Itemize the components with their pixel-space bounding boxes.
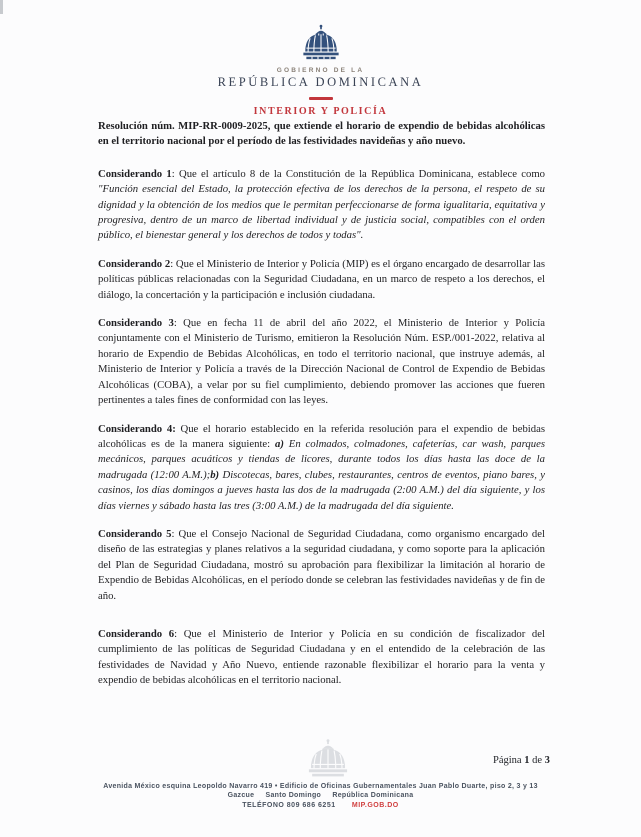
dome-watermark-icon (302, 738, 354, 782)
considerando-3-paragraph: Considerando 3: Que en fecha 11 de abril del año 2022, el Ministerio de Interior y Policía conjuntamente con el Ministerio de Turismo, emitieron la Resolución Núm. ESP./001-2022, relativa al horario de Expendio de Bebidas Alcohólicas, en todo el territorio nacional, que instruye además, al Ministerio de Interior y Policía a través de la Dirección Nacional de Control de Expendio de Bebidas Alcohólicas (COBA), a velar por su fiel cumplimiento, debiendo promover las acciones que fueren pertinentes a tales fines de conformidad con las leyes. (98, 317, 545, 407)
document-title: Resolución núm. MIP-RR-0009-2025, que extiende el horario de expendio de bebidas alcohólicas en el territorio nacional por el período de las festividades navideñas y año nuevo. (98, 120, 545, 148)
ministry-label: INTERIOR Y POLICÍA (253, 105, 388, 117)
footer-contact-line (0, 802, 641, 811)
document-body (98, 119, 545, 702)
government-label: GOBIERNO DE LA (276, 67, 365, 74)
considerando-2-paragraph: Considerando 2: Que el Ministerio de Interior y Policía (MIP) es el órgano encargado de desarrollar las políticas públicas relacionadas con la Seguridad Ciudadana, en un marco de respeto a los derechos, el diálogo, la concertación y la participación e inclusión ciudadana. (98, 257, 545, 301)
red-divider (309, 97, 333, 100)
footer-address-line2: Gazcue Santo Domingo República Dominicana (227, 791, 414, 799)
considerando-1-paragraph: Considerando 1: Que el artículo 8 de la Constitución de la República Dominicana, establece como "Función esencial del Estado, la protección efectiva de los derechos de la persona, el respeto de su dignidad y la obtención de los medios que le permitan perfeccionarse de forma igualitaria, equitativa y progresiva, dentro de un marco de libertad individual y de justicia social, compatibles con el orden público, el bienestar general y los derechos de todos y todas". (98, 167, 545, 242)
considerando-6-paragraph: Considerando 6: Que el Ministerio de Interior y Policía en su condición de fiscalizador del cumplimiento de las políticas de Seguridad Ciudadana y en el entendido de la celebración de las festividades de Navidad y Año Nuevo, entiende razonable flexibilizar el horario para la venta y expendio de bebidas alcohólicas en el territorio nacional. (98, 627, 545, 687)
considerando-5-paragraph: Considerando 5: Que el Consejo Nacional de Seguridad Ciudadana, como organismo encargado del diseño de las estrategias y planes relativos a la seguridad ciudadana, y como soporte para la aplicación del Plan de Seguridad Ciudadana, mostró su aprobación para flexibilizar la limitación al horario de Expendio de Bebidas Alcohólicas, en el período donde se celebran las festividades navideñas y de fin de año. (98, 527, 545, 602)
page-indicator: Página 1 de 3 (493, 755, 550, 766)
footer-website-link[interactable]: MIP.GOB.DO (351, 801, 399, 809)
footer-address-line1: Avenida México esquina Leopoldo Navarro 419 • Edificio de Oficinas Gubernamentales Juan Pablo Duarte, piso 2, 3 y 13 (103, 783, 538, 790)
dome-icon (297, 24, 345, 64)
letterhead (0, 24, 641, 117)
country-label: REPÚBLICA DOMINICANA (217, 75, 424, 89)
scan-artifact (0, 0, 3, 14)
footer-address-block (0, 783, 641, 810)
considerando-4-paragraph: Considerando 4: Que el horario establecido en la referida resolución para el expendio de bebidas alcohólicas es de la manera siguiente: a) En colmados, colmadones, cafeterías, car wash, parques mecánicos, parques acuáticos y tiendas de licores, durante todos los días hasta las doce de la madrugada (12:00 A.M.);b) Discotecas, bares, clubes, restaurantes, centros de eventos, piano bares, y casinos, los días domingos a jueves hasta las dos de la madrugada (2:00 A.M.) del día siguiente, y los días viernes y sábado hasta las tres (3:00 A.M.) de la madrugada del día siguiente. (98, 422, 546, 512)
footer-phone: TELÉFONO 809 686 6251 (242, 801, 336, 809)
